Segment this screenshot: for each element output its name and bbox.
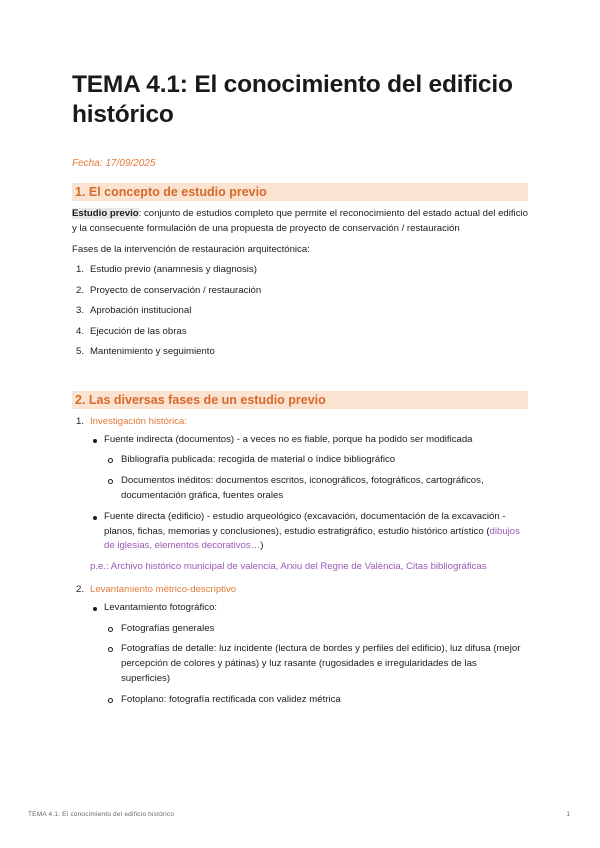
phases-list: [72, 263, 528, 359]
bullet-list: [90, 433, 528, 555]
item-label: Investigación histórica:: [90, 415, 188, 427]
bullet-list: [90, 601, 528, 708]
bullet-item: Levantamiento fotográfico: Fotografías generales Fotografías de detalle: luz incidente (lectura de bordes y perfiles del edificio), luz difusa (mejor percepción de colores y pátinas) y luz rasante (rugosidades e irregularidades de las superficies) Fotoplano: fotografía rectificada con validez métrica: [90, 601, 528, 708]
section-2-heading: 2. Las diversas fases de un estudio previo: [72, 391, 528, 409]
highlighted-term: Estudio previo: [72, 208, 139, 219]
sub-bullet-list: [104, 453, 528, 503]
list-item: 2. Proyecto de conservación / restauración: [76, 284, 262, 296]
purple-text: dibujos de iglesias, elementos decorativos…: [104, 525, 520, 552]
phases-intro: Fases de la intervención de restauración arquitectónica:: [72, 243, 310, 255]
list-item: 1. Estudio previo (anamnesis y diagnosis): [76, 264, 257, 276]
sub-bullet-item: Fotoplano: fotografía rectificada con validez métrica: [104, 693, 528, 708]
list-item: 5. Mantenimiento y seguimiento: [76, 345, 215, 357]
bullet-item: Fuente indirecta (documentos) - a veces no es fiable, porque ha podido ser modificada Bibliografía publicada: recogida de material o índice bibliográfico Documentos inéditos: documentos escritos, iconográficos, fotográficos, cartográficos, documentación gráfica, fuentes orales: [90, 433, 528, 504]
document-page: [72, 70, 528, 714]
date-line: Fecha: 17/09/2025: [72, 158, 156, 169]
page-title: TEMA 4.1: El conocimiento del edificio histórico: [72, 71, 513, 128]
list-item: 2. Levantamiento métrico-descriptivo Levantamiento fotográfico: Fotografías generales Fotografías de detalle: luz incidente (lectura de bordes y perfiles del edificio), luz difusa (mejor percepción de colores y pátinas) y luz rasante (rugosidades e irregularidades de las superficies) Fotoplano: fotografía rectificada con validez métrica: [72, 583, 528, 708]
list-item: 1. Investigación histórica: Fuente indirecta (documentos) - a veces no es fiable, porque ha podido ser modificada Bibliografía publicada: recogida de material o índice bibliográfico Documentos inéditos: documentos escritos, iconográficos, fotográficos, cartográficos, documentación gráfica, fuentes orales Fuente directa (edificio) - estudio arqueológico (excavación, documentación de la excavación - planos, fichas, memorias y conclusiones), estudio estratigráfico, estudio histórico artístico (dibujos de iglesias, elementos decorativos…) p.e.: Archivo histórico municipal de valencia, Arxiu del Regne de València, Citas bibliográficas: [72, 415, 528, 575]
list-item: 3. Aprobación institucional: [76, 305, 192, 317]
page-number: 1: [566, 811, 570, 818]
list-item: 4. Ejecución de las obras: [76, 325, 187, 337]
sub-bullet-list: [104, 622, 528, 708]
item-label: Levantamiento métrico-descriptivo: [90, 583, 237, 595]
sub-bullet-item: Bibliografía publicada: recogida de material o índice bibliográfico: [104, 453, 528, 468]
sub-bullet-item: Fotografías de detalle: luz incidente (lectura de bordes y perfiles del edificio), luz difusa (mejor percepción de colores y pátinas) y luz rasante (rugosidades e irregularidades de las superficies): [104, 642, 528, 686]
example-line: p.e.: Archivo histórico municipal de valencia, Arxiu del Regne de València, Citas bibliográficas: [90, 561, 487, 573]
sub-bullet-item: Fotografías generales: [104, 622, 528, 637]
section-1-heading: 1. El concepto de estudio previo: [72, 183, 528, 201]
definition-text: : conjunto de estudios completo que permite el reconocimiento del estado actual del edificio y la consecuente formulación de una propuesta de proyecto de conservación / restauración: [72, 208, 528, 234]
bullet-item: Fuente directa (edificio) - estudio arqueológico (excavación, documentación de la excavación - planos, fichas, memorias y conclusiones), estudio estratigráfico, estudio histórico artístico (dibujos de iglesias, elementos decorativos…): [90, 510, 528, 554]
footer-title: TEMA 4.1: El conocimiento del edificio histórico: [28, 811, 175, 818]
definition-paragraph: [72, 207, 528, 237]
sub-bullet-item: Documentos inéditos: documentos escritos, iconográficos, fotográficos, cartográficos, documentación gráfica, fuentes orales: [104, 474, 528, 504]
study-phases-list: [72, 415, 528, 708]
